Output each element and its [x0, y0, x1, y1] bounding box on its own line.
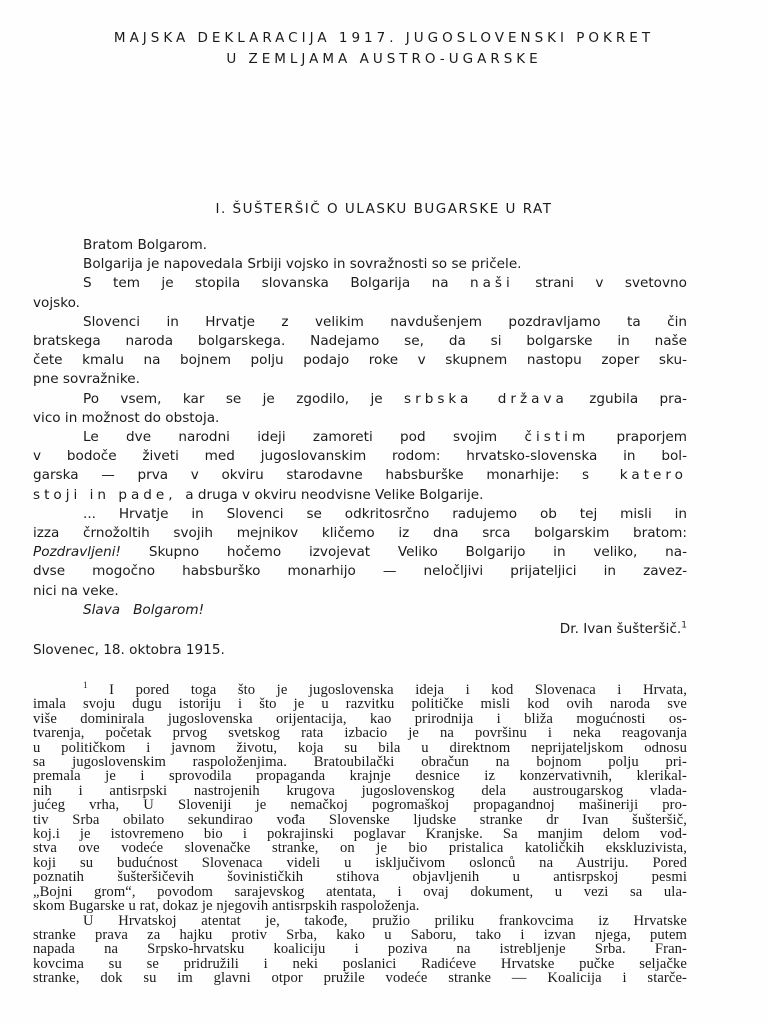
footnote-line: više dominirala jugoslovenska orijentacija, kao prirodnija i bliža mogućnosti os- [33, 710, 687, 727]
paragraph-5-line-2: v bodoče živeti med jugoslovanskim rodom: hrvatsko-slovenska in bol- [33, 448, 687, 465]
footnote [33, 680, 687, 987]
spaced-emphasis: čistim [524, 429, 590, 446]
place-date: Slovenec, 18. oktobra 1915. [33, 642, 225, 659]
spaced-emphasis: s katero [581, 467, 687, 484]
text-span: strani v svetovno [535, 275, 687, 292]
paragraph-3-line-1: Slovenci in Hrvatje z velikim navdušenjem pozdravljamo ta čin [83, 313, 687, 330]
paragraph-6-line-4: dvse mogočno habsburško monarhijo — neločljivi prijateljici in zavez- [33, 563, 687, 580]
footnote-line: poznatih šušteršičevih šovinističkih stihova objavljenih u antisrpskoj pesmi [33, 869, 687, 886]
text-span: Po vsem, kar se je zgodilo, je [83, 390, 383, 407]
footnote-line: napada na Srpsko-hrvatsku koaliciju i poziva na istrebljenje Srba. Fran- [33, 941, 687, 958]
footnote-line: skom Bugarske u rat, dokaz je njegovih antisrpskih raspoloženja. [33, 898, 420, 915]
greeting: Bratom Bolgarom. [83, 237, 208, 253]
footnote-line: koj.i je istovremeno bio i pokrajinski poglavar Kranjske. Sa manjim delom vod- [33, 826, 687, 843]
paragraph-5-line-1 [33, 428, 687, 447]
footnote-line: tvarenja, početak prvog svetskog rata izbacio je na površinu i neka reagovanja [33, 725, 687, 742]
footnote-line: imala svoju dugu istoriju i što je u razvitku političke misli kod ovih naroda sve [33, 696, 687, 713]
paragraph-4-line-1 [33, 390, 687, 409]
footnote-line: U Hrvatskoj atentat je, takođe, pružio priliku frankovcima iz Hrvatske [83, 912, 687, 929]
document-body [33, 236, 687, 660]
header-line-1: MAJSKA DEKLARACIJA 1917. JUGOSLOVENSKI POKRET [113, 30, 655, 46]
running-header [0, 28, 768, 70]
italic-text: Slava Bolgarom! [83, 601, 205, 618]
footnote-line: koji su budućnost Slovenaca videli u isključivom oslonců na Austriju. Pored [33, 854, 687, 871]
text-span: garska — prva v okviru starodavne habsburške monarhije: [33, 467, 560, 484]
header-line-2: U ZEMLJAMA AUSTRO-UGARSKE [226, 51, 542, 67]
paragraph-6-line-2: izza črnožoltih svojih mejnikov kličemo iz dna srca bolgarskim bratom: [33, 525, 687, 542]
text-span: Le dve narodni ideji zamoreti pod svojim [83, 429, 498, 446]
footnote-line: stva ove vodeće slovenačke stranke, on je bio pristalica katoličkih ekskluzivista, [33, 840, 687, 857]
text-span: Skupno hočemo izvojevat Veliko Bolgarijo in veliko, na- [148, 544, 687, 561]
paragraph-3-line-2: bratskega naroda bolgarskega. Nadejamo se, da si bolgarske in naše [33, 333, 687, 350]
section-title: I. ŠUŠTERŠIČ O ULASKU BUGARSKE U RAT [215, 201, 553, 217]
text-span: zgubila pra- [589, 390, 688, 407]
spaced-emphasis: naši [469, 275, 514, 292]
signature-text: Dr. Ivan šušteršič. [559, 621, 682, 638]
paragraph-1: Bolgarija je napovedala Srbiji vojsko in sovražnosti so se pričele. [83, 256, 522, 273]
footnote-line: kovcima su se pridružili i neki poslanici Radićeve Hrvatske pučke seljačke [33, 955, 687, 972]
text-span: a druga v okviru neodvisne Velike Bolgarije. [185, 486, 484, 503]
footnote-line: jućeg vrha, U Sloveniji je nemačkoj pogromaškoj propagandnoj mašineriji pro- [33, 797, 687, 814]
paragraph-4-line-2: vico in možnost do obstoja. [33, 409, 220, 426]
paragraph-2-line-1 [33, 274, 687, 293]
signature [33, 620, 687, 639]
spaced-emphasis: srbska država [404, 390, 568, 407]
italic-text: Pozdravljeni! [33, 544, 122, 561]
paragraph-6-line-1: ... Hrvatje in Slovenci se odkritosrčno radujemo ob tej misli in [83, 505, 687, 522]
text-span: I pored toga što je jugoslovenska ideja i kod Slovenaca i Hrvata, [109, 682, 687, 698]
footnote-line [33, 680, 687, 698]
paragraph-3-line-3: čete kmalu na bojnem polju podajo roke v skupnem nastopu zoper sku- [33, 352, 687, 369]
paragraph-5-line-4 [33, 486, 687, 505]
text-span: praporjem [616, 429, 687, 446]
footnote-line: stranke prava za hajku protiv Srba, kako u Saboru, tako i izvan njega, putem [33, 926, 687, 943]
paragraph-2-line-2: vojsko. [33, 294, 81, 311]
paragraph-6-line-5: nici na veke. [33, 582, 119, 599]
text-span: S tem je stopila slovanska Bolgarija na [83, 275, 449, 292]
footnote-line: „Bojni grom“, povodom sarajevskog atentata, i ovaj dokument, u vezi sa ula- [33, 883, 687, 900]
footnote-line: nih i antisrpski nastrojenih krugova jugoslovenskog dela austrougarskog vlada- [33, 782, 687, 799]
footnote-line: stranke, dok su im glavni otpor pružile vodeće stranke — Koalicija i starče- [33, 970, 687, 987]
footnote-line: u političkom i javnom životu, koja su bila u direktnom neprijateljskom odnosu [33, 739, 687, 756]
footnote-line: premala je i sprovodila propaganda krajnje desnice iz konzervativnih, klerikal- [33, 768, 687, 785]
footnote-line: sa jugoslovenskim raspoloženjima. Bratoubilački obračun na bojnom polju pri- [33, 754, 687, 771]
paragraph-3-line-4: pne sovražnike. [33, 371, 140, 388]
paragraph-6-line-3 [33, 543, 687, 562]
footnote-reference: 1 [681, 620, 687, 631]
spaced-emphasis: stoji in pade, [33, 486, 177, 503]
closing-salutation [33, 601, 687, 620]
footnote-line: tiv Srba obilato sekundirao vođa Slovenske ljudske stranke dr Ivan šušteršič, [33, 811, 687, 828]
footnote-marker: 1 [83, 680, 88, 691]
paragraph-5-line-3 [33, 466, 687, 485]
